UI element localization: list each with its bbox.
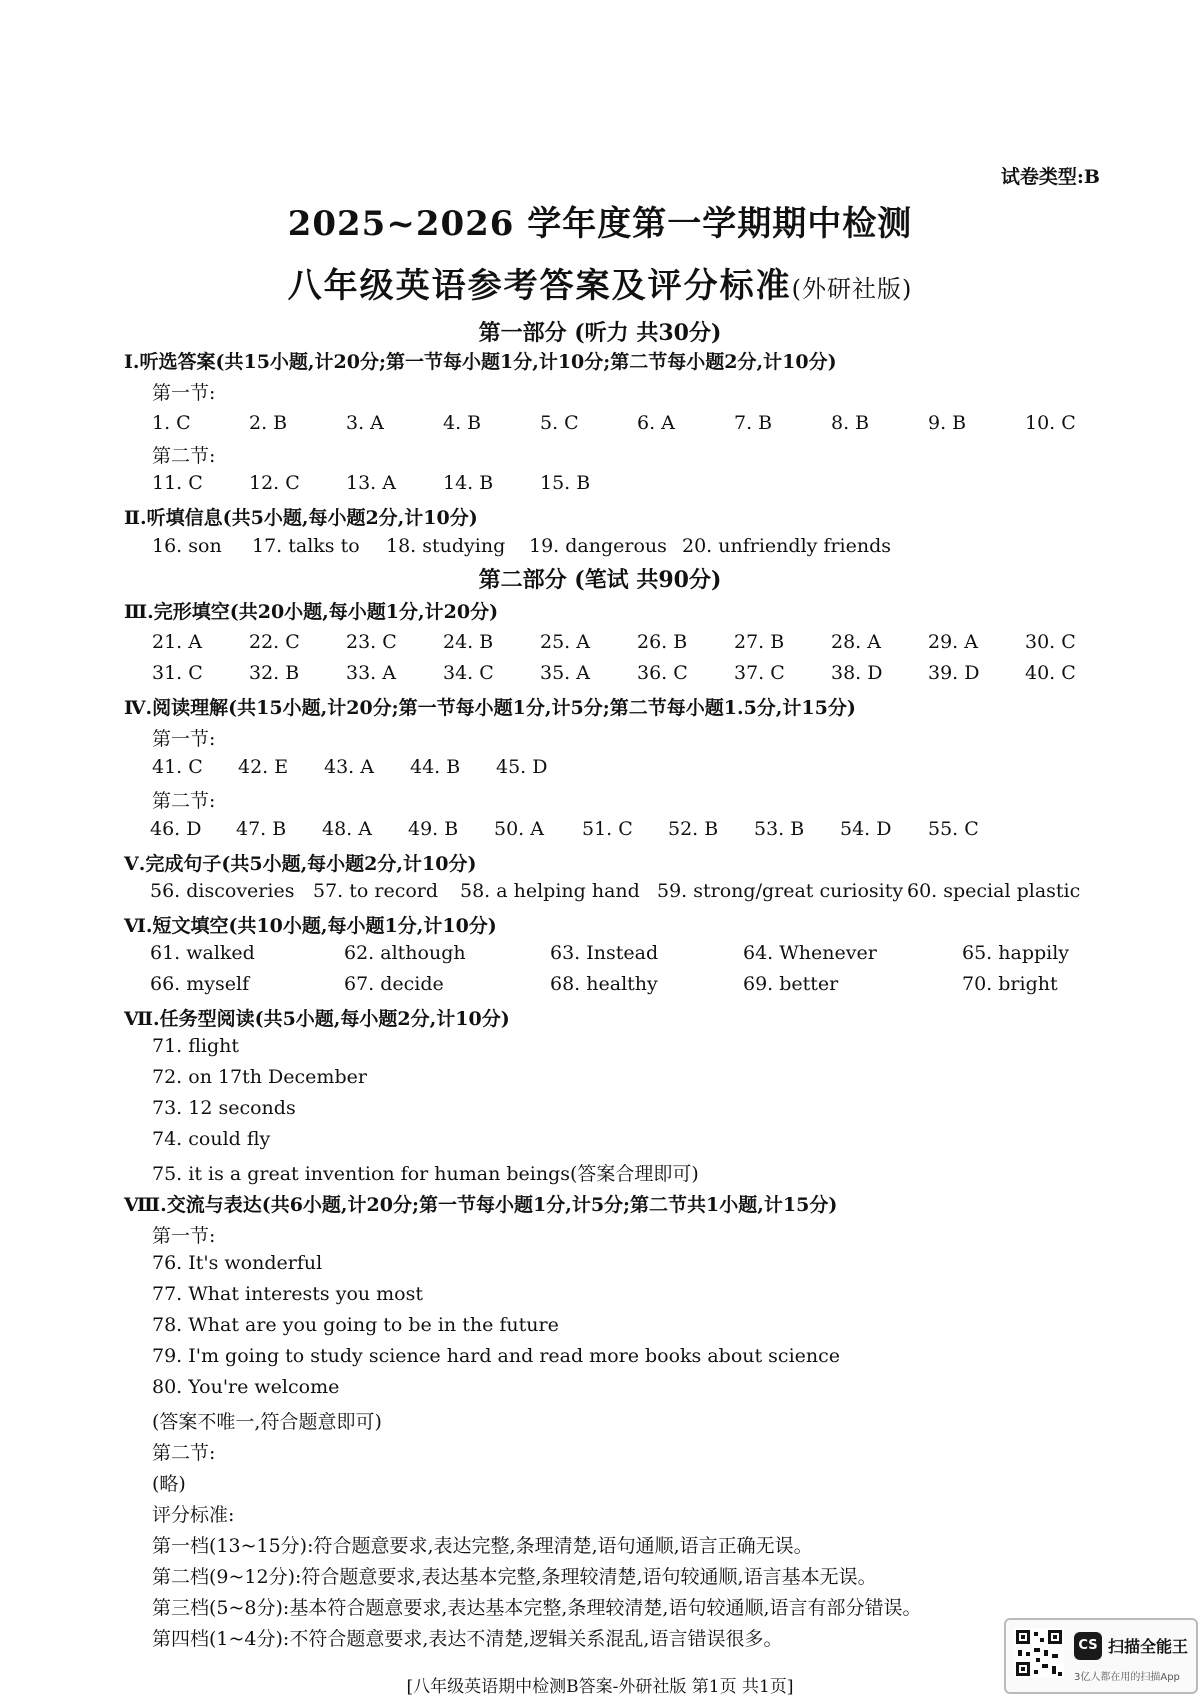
answer-item: 28. A — [831, 631, 881, 653]
answer-item: 67. decide — [344, 973, 444, 995]
answer-item: 37. C — [734, 662, 785, 684]
answer-item: 16. son — [152, 535, 222, 557]
paper-type: 试卷类型:B — [1000, 166, 1100, 188]
section-4-heading: Ⅳ.阅读理解(共15小题,计20分;第一节每小题1分,计5分;第二节每小题1.5分,计15分) — [124, 697, 856, 719]
answer-item: 49. B — [408, 818, 459, 840]
answer-item: 47. B — [236, 818, 287, 840]
answer-item: 79. I'm going to study science hard and read more books about science — [152, 1345, 841, 1367]
answer-item: 78. What are you going to be in the future — [152, 1314, 559, 1336]
camscanner-logo-icon: CS — [1074, 1632, 1102, 1660]
section-4-sub1-label: 第一节: — [152, 728, 216, 750]
answer-item: 54. D — [840, 818, 892, 840]
section-5-heading: Ⅴ.完成句子(共5小题,每小题2分,计10分) — [124, 853, 477, 875]
scanner-tagline: 3亿人都在用的扫描App — [1074, 1672, 1180, 1683]
answer-item: 55. C — [928, 818, 979, 840]
answer-item: 24. B — [443, 631, 494, 653]
answer-item: 41. C — [152, 756, 203, 778]
answer-item: 53. B — [754, 818, 805, 840]
answer-item: 36. C — [637, 662, 688, 684]
answer-item: 48. A — [322, 818, 372, 840]
answer-item: 31. C — [152, 662, 203, 684]
answer-item: 7. B — [734, 412, 773, 434]
answer-item: 34. C — [443, 662, 494, 684]
answer-item: 2. B — [249, 412, 288, 434]
answer-item: 63. Instead — [550, 942, 659, 964]
section-1-sub2-label: 第二节: — [152, 445, 216, 467]
answer-item: 80. You're welcome — [152, 1376, 340, 1398]
answer-item: 43. A — [324, 756, 374, 778]
section-8-heading: Ⅷ.交流与表达(共6小题,计20分;第一节每小题1分,计5分;第二节共1小题,计15分) — [124, 1194, 838, 1216]
answer-item: 23. C — [346, 631, 397, 653]
answer-item: 58. a helping hand — [460, 880, 640, 902]
answer-item: 5. C — [540, 412, 579, 434]
answer-item: 6. A — [637, 412, 675, 434]
answer-item: 76. It's wonderful — [152, 1252, 323, 1274]
answer-item: 77. What interests you most — [152, 1283, 424, 1305]
page-footer: [八年级英语期中检测B答案-外研社版 第1页 共1页] — [406, 1677, 794, 1697]
answer-item: 11. C — [152, 472, 203, 494]
answer-item: 75. it is a great invention for human beings(答案合理即可) — [152, 1163, 699, 1185]
answer-item: 30. C — [1025, 631, 1076, 653]
page-title: 2025~2026 学年度第一学期期中检测 — [287, 204, 913, 244]
criteria-item: 第一档(13~15分):符合题意要求,表达完整,条理清楚,语句通顺,语言正确无误。 — [152, 1535, 813, 1557]
answer-item: 68. healthy — [550, 973, 658, 995]
omitted-note: (略) — [152, 1473, 186, 1495]
answer-item: 21. A — [152, 631, 202, 653]
answer-item: 71. flight — [152, 1035, 240, 1057]
section-3-heading: Ⅲ.完形填空(共20小题,每小题1分,计20分) — [124, 601, 499, 623]
section-6-heading: Ⅵ.短文填空(共10小题,每小题1分,计10分) — [124, 915, 497, 937]
criteria-item: 第四档(1~4分):不符合题意要求,表达不清楚,逻辑关系混乱,语言错误很多。 — [152, 1628, 783, 1650]
section-7-heading: Ⅶ.任务型阅读(共5小题,每小题2分,计10分) — [124, 1008, 510, 1030]
criteria-label: 评分标准: — [152, 1504, 235, 1526]
answer-item: 72. on 17th December — [152, 1066, 367, 1088]
answer-item: 32. B — [249, 662, 300, 684]
answer-item: 66. myself — [150, 973, 250, 995]
answer-item: 46. D — [150, 818, 202, 840]
answer-item: 52. B — [668, 818, 719, 840]
answer-item: 40. C — [1025, 662, 1076, 684]
section-8-sub1-label: 第一节: — [152, 1225, 216, 1247]
answer-item: 10. C — [1025, 412, 1076, 434]
answer-item: 56. discoveries — [150, 880, 295, 902]
section-1-heading: Ⅰ.听选答案(共15小题,计20分;第一节每小题1分,计10分;第二节每小题2分,计10分) — [124, 351, 837, 373]
answer-item: 60. special plastic — [907, 880, 1081, 902]
answer-item: 42. E — [238, 756, 289, 778]
answer-item: 20. unfriendly friends — [682, 535, 891, 557]
answer-item: 45. D — [496, 756, 548, 778]
answer-item: 69. better — [743, 973, 839, 995]
answer-item: 15. B — [540, 472, 591, 494]
answer-item: 33. A — [346, 662, 396, 684]
section-4-sub2-label: 第二节: — [152, 790, 216, 812]
answer-item: 3. A — [346, 412, 384, 434]
answer-item: 59. strong/great curiosity — [657, 880, 904, 902]
criteria-item: 第三档(5~8分):基本符合题意要求,表达基本完整,条理较清楚,语句较通顺,语言有部分错误。 — [152, 1597, 922, 1619]
answer-item: 8. B — [831, 412, 870, 434]
answer-item: 74. could fly — [152, 1128, 271, 1150]
answer-item: 62. although — [344, 942, 466, 964]
qr-code-icon — [1014, 1628, 1064, 1678]
answer-item: 65. happily — [962, 942, 1070, 964]
scanner-app-name: 扫描全能王 — [1108, 1637, 1189, 1656]
answer-item: 25. A — [540, 631, 590, 653]
answer-item: 1. C — [152, 412, 191, 434]
subtitle-text: 八年级英语参考答案及评分标准 — [287, 266, 792, 306]
answer-item: 17. talks to — [252, 535, 360, 557]
page-subtitle — [0, 258, 1200, 307]
section-8-sub2-label: 第二节: — [152, 1442, 216, 1464]
answer-item: 14. B — [443, 472, 494, 494]
publisher-label: (外研社版) — [791, 275, 913, 303]
answer-item: 73. 12 seconds — [152, 1097, 296, 1119]
answer-item: 12. C — [249, 472, 300, 494]
answer-item: 19. dangerous — [529, 535, 667, 557]
answer-item: 61. walked — [150, 942, 255, 964]
answer-note: (答案不唯一,符合题意即可) — [152, 1411, 382, 1433]
answer-item: 64. Whenever — [743, 942, 877, 964]
answer-item: 4. B — [443, 412, 482, 434]
answer-item: 26. B — [637, 631, 688, 653]
part1-heading: 第一部分 (听力 共30分) — [478, 320, 722, 346]
answer-item: 13. A — [346, 472, 396, 494]
answer-item: 57. to record — [313, 880, 439, 902]
answer-item: 29. A — [928, 631, 978, 653]
answer-item: 51. C — [582, 818, 633, 840]
criteria-item: 第二档(9~12分):符合题意要求,表达基本完整,条理较清楚,语句较通顺,语言基本无误。 — [152, 1566, 877, 1588]
section-2-heading: Ⅱ.听填信息(共5小题,每小题2分,计10分) — [124, 507, 478, 529]
section-1-sub1-label: 第一节: — [152, 382, 216, 404]
answer-item: 22. C — [249, 631, 300, 653]
answer-item: 44. B — [410, 756, 461, 778]
answer-item: 35. A — [540, 662, 590, 684]
answer-item: 70. bright — [962, 973, 1058, 995]
part2-heading: 第二部分 (笔试 共90分) — [478, 567, 722, 593]
answer-item: 38. D — [831, 662, 883, 684]
answer-item: 9. B — [928, 412, 967, 434]
answer-item: 27. B — [734, 631, 785, 653]
answer-item: 18. studying — [386, 535, 506, 557]
scanner-watermark — [1004, 1618, 1198, 1694]
answer-item: 50. A — [494, 818, 544, 840]
answer-item: 39. D — [928, 662, 980, 684]
